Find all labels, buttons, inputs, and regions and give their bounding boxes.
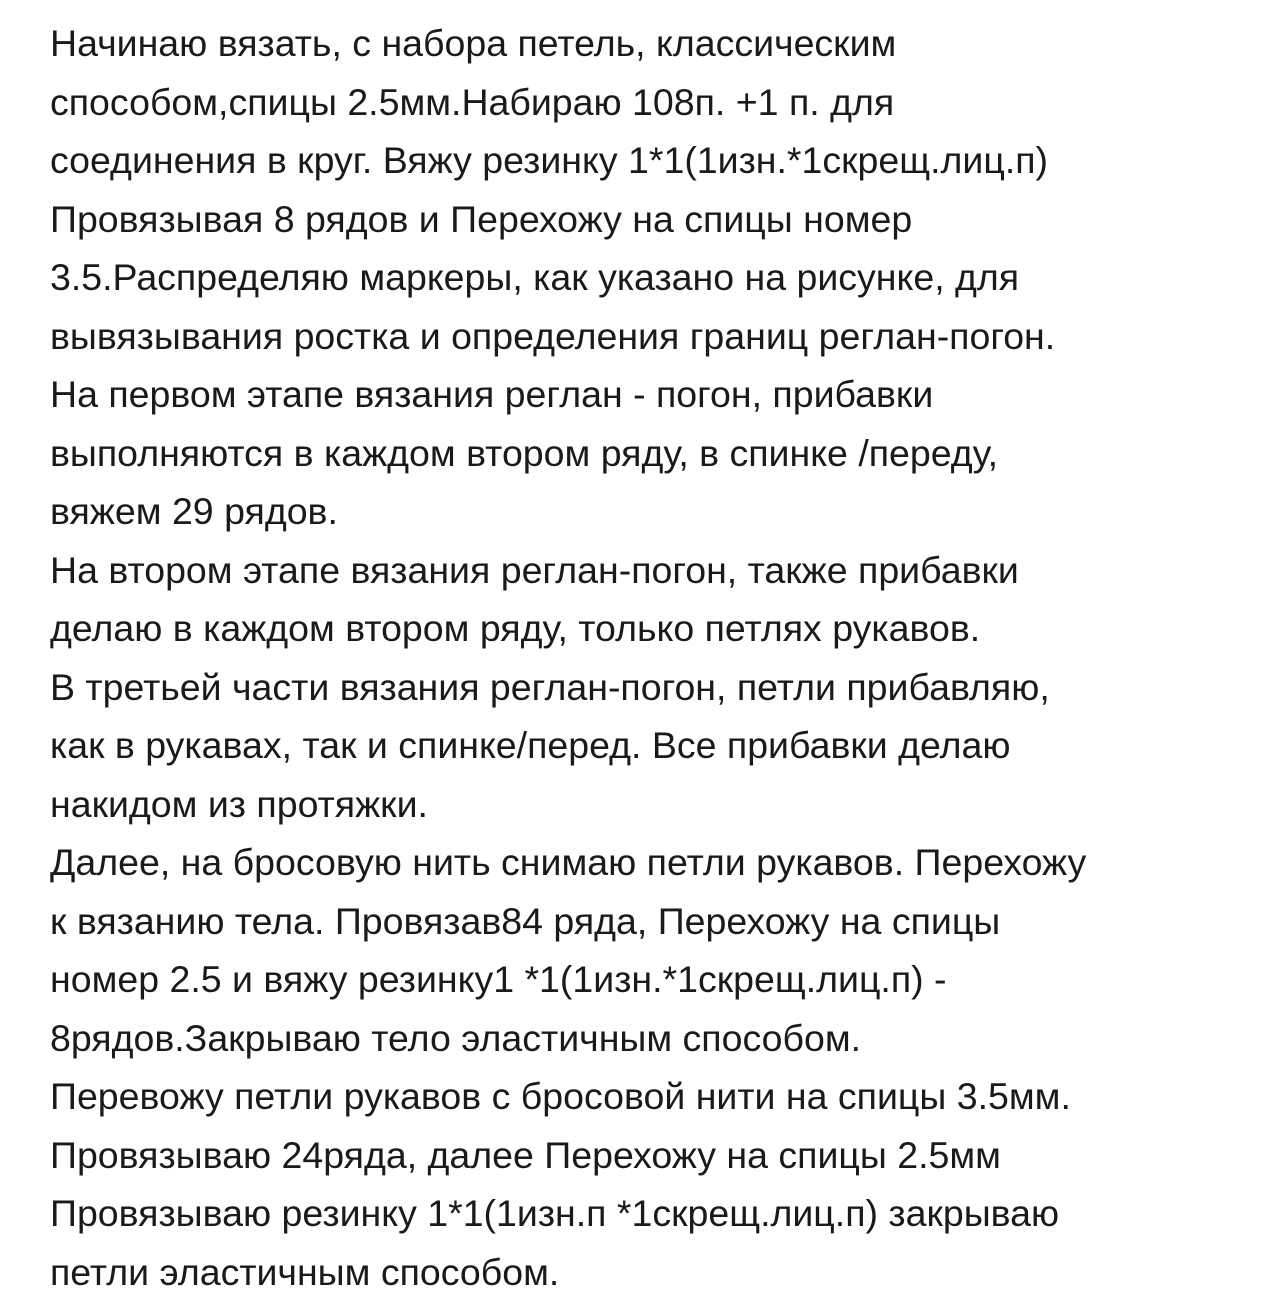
text-line: способом,спицы 2.5мм.Набираю 108п. +1 п. для [50,73,1265,132]
text-line: На втором этапе вязания реглан-погон, также прибавки [50,541,1265,600]
text-line: Провязываю 24ряда, далее Перехожу на спицы 2.5мм [50,1126,1265,1185]
text-line: накидом из протяжки. [50,775,1265,834]
text-line: 3.5.Распределяю маркеры, как указано на рисунке, для [50,248,1265,307]
text-line: соединения в круг. Вяжу резинку 1*1(1изн.*1скрещ.лиц.п) [50,131,1265,190]
text-line: Провязываю резинку 1*1(1изн.п *1скрещ.лиц.п) закрываю [50,1184,1265,1243]
text-line: Перевожу петли рукавов с бросовой нити на спицы 3.5мм. [50,1067,1265,1126]
text-line: выполняются в каждом втором ряду, в спинке /переду, [50,424,1265,483]
text-line: номер 2.5 и вяжу резинку1 *1(1изн.*1скрещ.лиц.п) - [50,950,1265,1009]
text-line: Провязывая 8 рядов и Перехожу на спицы номер [50,190,1265,249]
text-line: Далее, на бросовую нить снимаю петли рукавов. Перехожу [50,833,1265,892]
text-line: Начинаю вязать, с набора петель, классическим [50,14,1265,73]
text-line: к вязанию тела. Провязав84 ряда, Перехожу на спицы [50,892,1265,951]
text-line: На первом этапе вязания реглан - погон, прибавки [50,365,1265,424]
text-line: 8рядов.Закрываю тело эластичным способом. [50,1009,1265,1068]
text-line: вывязывания ростка и определения границ реглан-погон. [50,307,1265,366]
text-line: делаю в каждом втором ряду, только петлях рукавов. [50,599,1265,658]
text-line: как в рукавах, так и спинке/перед. Все прибавки делаю [50,716,1265,775]
text-line: петли эластичным способом. [50,1243,1265,1301]
text-line: вяжем 29 рядов. [50,482,1265,541]
instructions-text [50,14,1265,1301]
text-line: В третьей части вязания реглан-погон, петли прибавляю, [50,658,1265,717]
